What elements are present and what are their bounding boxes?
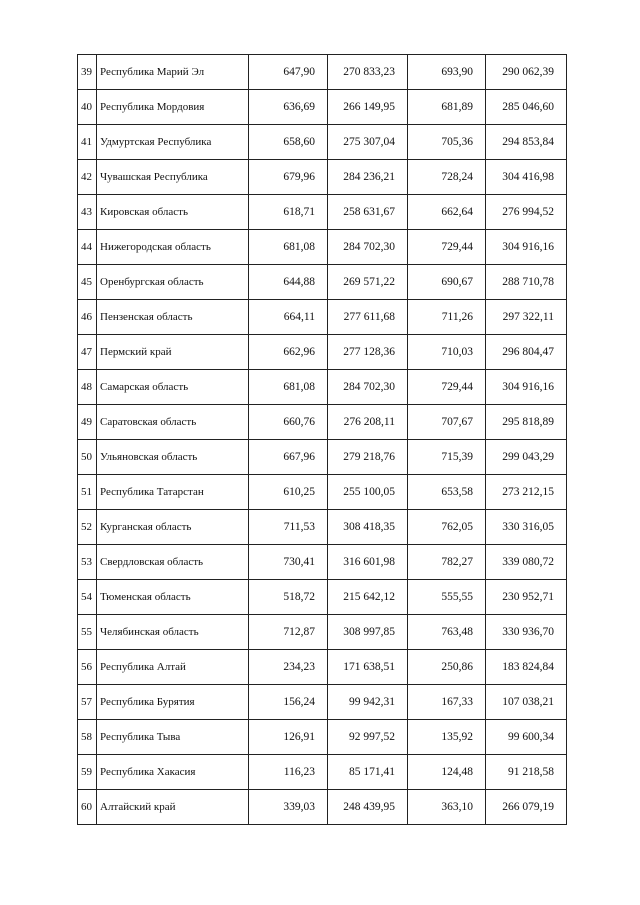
value-col-2: 255 100,05	[328, 475, 408, 510]
value-col-1: 662,96	[249, 335, 328, 370]
value-col-1: 644,88	[249, 265, 328, 300]
value-col-3: 693,90	[408, 55, 486, 90]
value-col-1: 116,23	[249, 755, 328, 790]
region-name: Республика Татарстан	[97, 475, 249, 510]
region-name: Свердловская область	[97, 545, 249, 580]
value-col-1: 518,72	[249, 580, 328, 615]
region-name: Пензенская область	[97, 300, 249, 335]
value-col-4: 295 818,89	[486, 405, 567, 440]
value-col-4: 304 916,16	[486, 370, 567, 405]
value-col-2: 279 218,76	[328, 440, 408, 475]
region-name: Удмуртская Республика	[97, 125, 249, 160]
value-col-1: 636,69	[249, 90, 328, 125]
table-row	[78, 55, 567, 90]
value-col-2: 270 833,23	[328, 55, 408, 90]
table-row	[78, 720, 567, 755]
value-col-3: 167,33	[408, 685, 486, 720]
value-col-3: 250,86	[408, 650, 486, 685]
value-col-2: 275 307,04	[328, 125, 408, 160]
value-col-4: 339 080,72	[486, 545, 567, 580]
value-col-3: 762,05	[408, 510, 486, 545]
row-number: 52	[78, 510, 97, 545]
table-row	[78, 790, 567, 825]
table-row	[78, 160, 567, 195]
row-number: 46	[78, 300, 97, 335]
value-col-4: 299 043,29	[486, 440, 567, 475]
value-col-1: 156,24	[249, 685, 328, 720]
table-body	[78, 55, 567, 825]
region-name: Нижегородская область	[97, 230, 249, 265]
value-col-1: 610,25	[249, 475, 328, 510]
value-col-3: 707,67	[408, 405, 486, 440]
value-col-4: 297 322,11	[486, 300, 567, 335]
table-row	[78, 755, 567, 790]
value-col-4: 304 916,16	[486, 230, 567, 265]
value-col-4: 294 853,84	[486, 125, 567, 160]
row-number: 42	[78, 160, 97, 195]
row-number: 54	[78, 580, 97, 615]
row-number: 44	[78, 230, 97, 265]
region-name: Саратовская область	[97, 405, 249, 440]
table-row	[78, 510, 567, 545]
value-col-1: 712,87	[249, 615, 328, 650]
row-number: 56	[78, 650, 97, 685]
value-col-2: 269 571,22	[328, 265, 408, 300]
row-number: 43	[78, 195, 97, 230]
value-col-1: 664,11	[249, 300, 328, 335]
value-col-1: 126,91	[249, 720, 328, 755]
value-col-1: 730,41	[249, 545, 328, 580]
value-col-2: 171 638,51	[328, 650, 408, 685]
table-row	[78, 265, 567, 300]
region-name: Республика Мордовия	[97, 90, 249, 125]
row-number: 39	[78, 55, 97, 90]
value-col-2: 284 702,30	[328, 370, 408, 405]
region-name: Тюменская область	[97, 580, 249, 615]
table-row	[78, 650, 567, 685]
row-number: 55	[78, 615, 97, 650]
value-col-2: 266 149,95	[328, 90, 408, 125]
value-col-1: 681,08	[249, 370, 328, 405]
value-col-3: 555,55	[408, 580, 486, 615]
row-number: 53	[78, 545, 97, 580]
region-name: Чувашская Республика	[97, 160, 249, 195]
table-row	[78, 195, 567, 230]
value-col-1: 711,53	[249, 510, 328, 545]
value-col-4: 330 316,05	[486, 510, 567, 545]
table-row	[78, 475, 567, 510]
region-name: Республика Марий Эл	[97, 55, 249, 90]
table-row	[78, 335, 567, 370]
value-col-3: 782,27	[408, 545, 486, 580]
value-col-3: 729,44	[408, 370, 486, 405]
value-col-3: 135,92	[408, 720, 486, 755]
row-number: 40	[78, 90, 97, 125]
value-col-4: 107 038,21	[486, 685, 567, 720]
value-col-2: 276 208,11	[328, 405, 408, 440]
value-col-2: 284 702,30	[328, 230, 408, 265]
value-col-4: 99 600,34	[486, 720, 567, 755]
row-number: 60	[78, 790, 97, 825]
value-col-2: 316 601,98	[328, 545, 408, 580]
row-number: 45	[78, 265, 97, 300]
region-name: Республика Хакасия	[97, 755, 249, 790]
value-col-4: 273 212,15	[486, 475, 567, 510]
row-number: 59	[78, 755, 97, 790]
value-col-1: 647,90	[249, 55, 328, 90]
value-col-3: 690,67	[408, 265, 486, 300]
value-col-4: 285 046,60	[486, 90, 567, 125]
value-col-3: 363,10	[408, 790, 486, 825]
value-col-1: 618,71	[249, 195, 328, 230]
value-col-2: 258 631,67	[328, 195, 408, 230]
value-col-4: 288 710,78	[486, 265, 567, 300]
value-col-3: 681,89	[408, 90, 486, 125]
value-col-2: 308 997,85	[328, 615, 408, 650]
value-col-4: 183 824,84	[486, 650, 567, 685]
region-name: Ульяновская область	[97, 440, 249, 475]
table-row	[78, 580, 567, 615]
value-col-1: 658,60	[249, 125, 328, 160]
value-col-3: 711,26	[408, 300, 486, 335]
value-col-2: 248 439,95	[328, 790, 408, 825]
value-col-4: 266 079,19	[486, 790, 567, 825]
value-col-3: 653,58	[408, 475, 486, 510]
row-number: 50	[78, 440, 97, 475]
value-col-2: 277 128,36	[328, 335, 408, 370]
regions-table	[77, 54, 567, 825]
table-row	[78, 125, 567, 160]
row-number: 58	[78, 720, 97, 755]
value-col-1: 679,96	[249, 160, 328, 195]
value-col-4: 91 218,58	[486, 755, 567, 790]
row-number: 51	[78, 475, 97, 510]
table-row	[78, 300, 567, 335]
region-name: Республика Бурятия	[97, 685, 249, 720]
region-name: Республика Алтай	[97, 650, 249, 685]
value-col-3: 710,03	[408, 335, 486, 370]
row-number: 48	[78, 370, 97, 405]
table-row	[78, 230, 567, 265]
value-col-2: 99 942,31	[328, 685, 408, 720]
value-col-1: 681,08	[249, 230, 328, 265]
value-col-1: 339,03	[249, 790, 328, 825]
value-col-2: 284 236,21	[328, 160, 408, 195]
region-name: Самарская область	[97, 370, 249, 405]
row-number: 57	[78, 685, 97, 720]
value-col-4: 304 416,98	[486, 160, 567, 195]
value-col-3: 729,44	[408, 230, 486, 265]
value-col-4: 330 936,70	[486, 615, 567, 650]
region-name: Челябинская область	[97, 615, 249, 650]
value-col-3: 705,36	[408, 125, 486, 160]
value-col-3: 728,24	[408, 160, 486, 195]
value-col-2: 215 642,12	[328, 580, 408, 615]
value-col-2: 85 171,41	[328, 755, 408, 790]
value-col-3: 763,48	[408, 615, 486, 650]
region-name: Кировская область	[97, 195, 249, 230]
table-row	[78, 405, 567, 440]
value-col-1: 234,23	[249, 650, 328, 685]
value-col-1: 667,96	[249, 440, 328, 475]
region-name: Пермский край	[97, 335, 249, 370]
row-number: 49	[78, 405, 97, 440]
value-col-4: 296 804,47	[486, 335, 567, 370]
row-number: 47	[78, 335, 97, 370]
region-name: Оренбургская область	[97, 265, 249, 300]
table-row	[78, 90, 567, 125]
value-col-2: 277 611,68	[328, 300, 408, 335]
row-number: 41	[78, 125, 97, 160]
region-name: Республика Тыва	[97, 720, 249, 755]
value-col-3: 662,64	[408, 195, 486, 230]
value-col-4: 290 062,39	[486, 55, 567, 90]
value-col-4: 230 952,71	[486, 580, 567, 615]
table-row	[78, 370, 567, 405]
value-col-1: 660,76	[249, 405, 328, 440]
region-name: Курганская область	[97, 510, 249, 545]
value-col-4: 276 994,52	[486, 195, 567, 230]
table-row	[78, 545, 567, 580]
value-col-3: 124,48	[408, 755, 486, 790]
value-col-2: 308 418,35	[328, 510, 408, 545]
region-name: Алтайский край	[97, 790, 249, 825]
value-col-2: 92 997,52	[328, 720, 408, 755]
table-row	[78, 440, 567, 475]
value-col-3: 715,39	[408, 440, 486, 475]
table-row	[78, 615, 567, 650]
table-row	[78, 685, 567, 720]
